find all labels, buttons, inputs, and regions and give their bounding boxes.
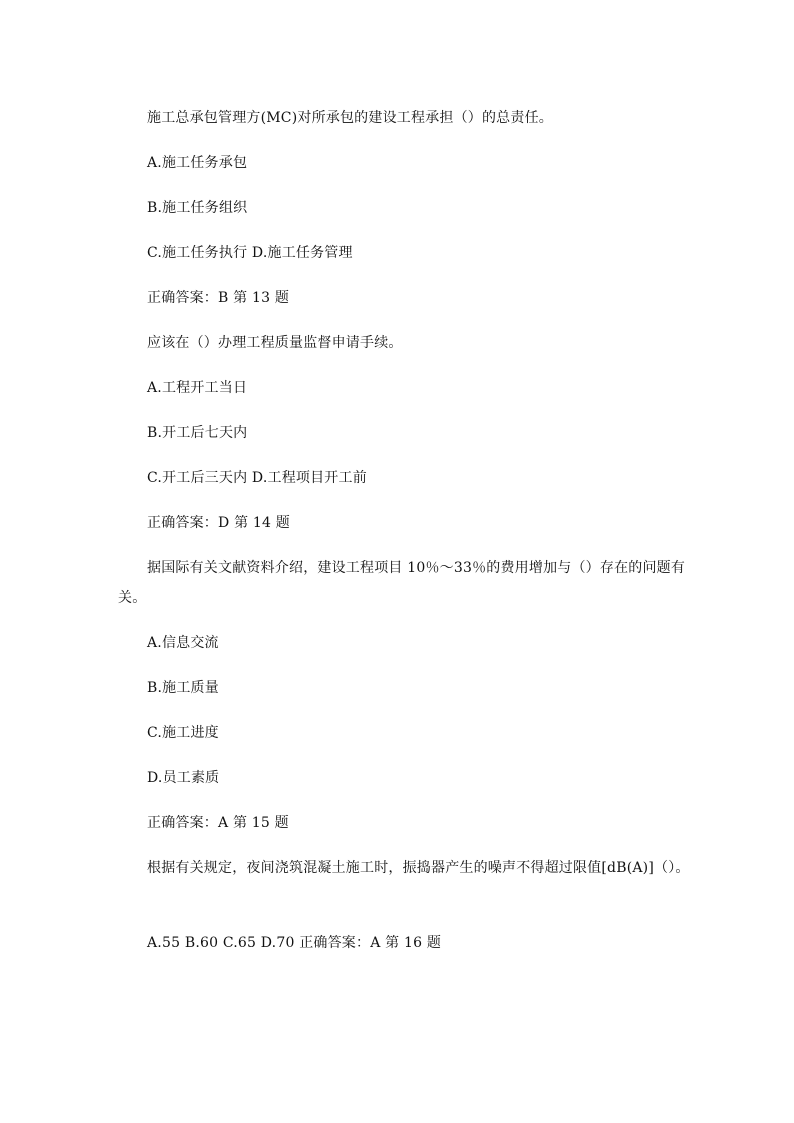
option-c-d: C.开工后三天内 D.工程项目开工前 <box>147 470 367 486</box>
question-stem: 施工总承包管理方(MC)对所承包的建设工程承担（）的总责任。 <box>147 110 553 126</box>
answer-line: 正确答案：D 第 14 题 <box>147 515 290 531</box>
option-c: C.施工进度 <box>147 725 219 741</box>
question-stem: 据国际有关文献资料介绍，建设工程项目 10％～33％的费用增加与（）存在的问题有 <box>147 560 686 576</box>
option-a: A.施工任务承包 <box>147 155 248 171</box>
question-stem: 应该在（）办理工程质量监督申请手续。 <box>147 335 403 351</box>
option-d: D.员工素质 <box>147 770 220 786</box>
option-a: A.工程开工当日 <box>147 380 248 396</box>
question-stem-continued: 关。 <box>118 590 147 606</box>
question-stem: 根据有关规定，夜间浇筑混凝土施工时，振捣器产生的噪声不得超过限值[dB(A)]（）。 <box>147 860 690 876</box>
option-b: B.施工任务组织 <box>147 200 248 216</box>
options-and-answer-line: A.55 B.60 C.65 D.70 正确答案：A 第 16 题 <box>147 935 442 951</box>
option-b: B.开工后七天内 <box>147 425 248 441</box>
answer-line: 正确答案：B 第 13 题 <box>147 290 290 306</box>
option-a: A.信息交流 <box>147 635 219 651</box>
answer-line: 正确答案：A 第 15 题 <box>147 815 289 831</box>
option-b: B.施工质量 <box>147 680 219 696</box>
option-c-d: C.施工任务执行 D.施工任务管理 <box>147 245 353 261</box>
